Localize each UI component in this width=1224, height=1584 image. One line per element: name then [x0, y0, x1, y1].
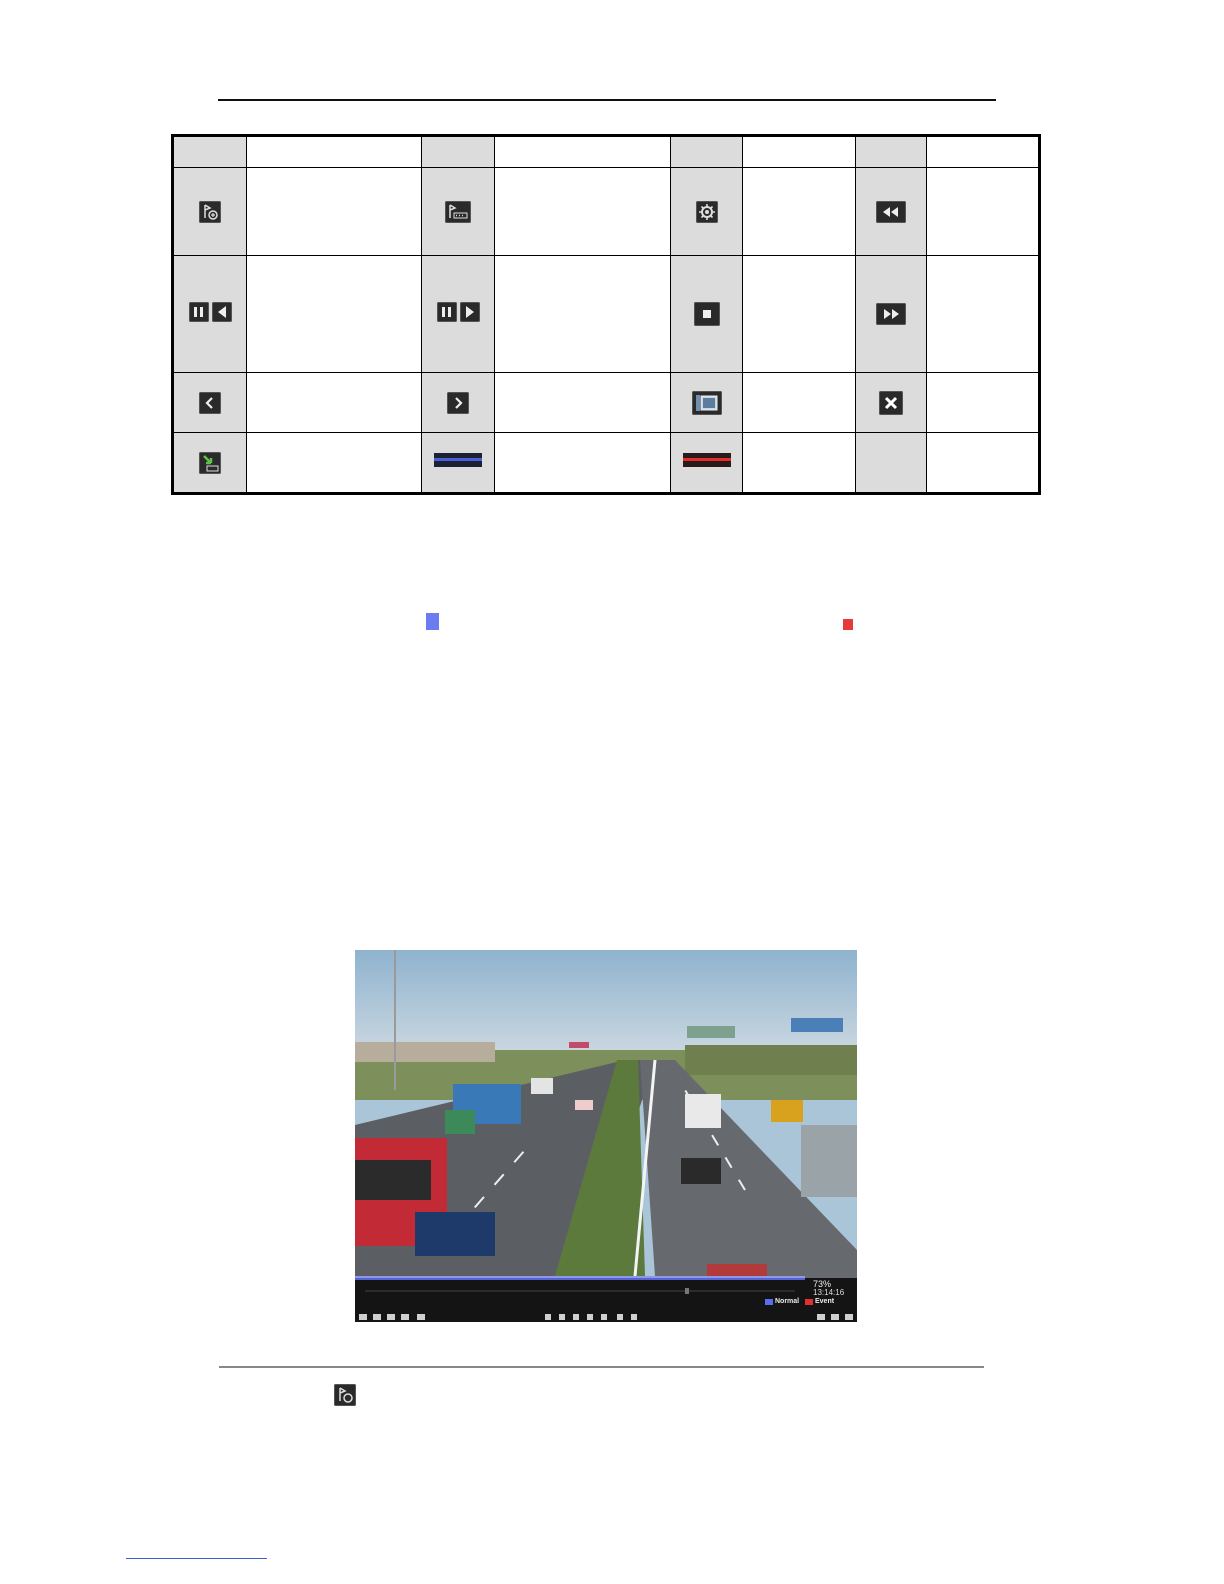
- playback-buttons-table: [171, 134, 1041, 495]
- icon-cell: [173, 256, 247, 373]
- pause-play-icon: [437, 302, 480, 322]
- header-cell: [422, 136, 495, 168]
- stop-icon: [694, 302, 720, 326]
- description-cell: [495, 433, 671, 494]
- legend-event-label: Event: [815, 1298, 835, 1305]
- description-cell: [743, 433, 856, 494]
- pause-reverse-icon: [189, 302, 232, 322]
- icon-cell: [422, 373, 495, 433]
- icon-cell: [671, 373, 743, 433]
- description-cell: [247, 168, 422, 256]
- description-cell: [247, 373, 422, 433]
- header-cell: [495, 136, 671, 168]
- rewind-icon: [876, 201, 906, 223]
- control-icons: [359, 1314, 853, 1320]
- header-cell: [247, 136, 422, 168]
- export-clip-icon: [199, 452, 221, 474]
- add-tag-icon: [334, 1384, 356, 1406]
- legend-normal-label: Normal: [775, 1298, 800, 1305]
- description-cell: [927, 256, 1040, 373]
- playback-time: 13:14:16: [813, 1288, 845, 1297]
- fast-forward-icon: [876, 303, 906, 325]
- normal-record-bar-icon: [434, 453, 482, 467]
- icon-cell: [856, 168, 927, 256]
- normal-color-swatch: [426, 613, 439, 630]
- icon-cell: [856, 433, 927, 494]
- table-header-row: [173, 136, 1040, 168]
- footer-link-underline[interactable]: [126, 1558, 267, 1559]
- header-cell: [927, 136, 1040, 168]
- description-cell: [743, 168, 856, 256]
- description-cell: [927, 168, 1040, 256]
- icon-cell: [422, 433, 495, 494]
- header-cell: [173, 136, 247, 168]
- description-cell: [927, 373, 1040, 433]
- description-cell: [927, 433, 1040, 494]
- header-cell: [856, 136, 927, 168]
- add-tag-icon: [199, 201, 221, 223]
- playback-control-bar: [355, 1276, 857, 1322]
- icon-cell: [671, 256, 743, 373]
- close-icon: [879, 391, 903, 415]
- thumbnail-view-icon: [692, 391, 722, 415]
- previous-icon: [199, 392, 221, 414]
- icon-cell: [856, 373, 927, 433]
- highway-camera-image: [355, 950, 857, 1276]
- event-color-swatch: [843, 619, 853, 630]
- header-rule: [218, 99, 996, 101]
- icon-cell: [671, 433, 743, 494]
- description-cell: [495, 373, 671, 433]
- playback-screenshot: [355, 950, 857, 1322]
- icon-cell: [173, 168, 247, 256]
- icon-cell: [856, 256, 927, 373]
- table-row: [173, 433, 1040, 494]
- table-row: [173, 256, 1040, 373]
- description-cell: [743, 256, 856, 373]
- footer-rule: [219, 1366, 984, 1368]
- description-cell: [743, 373, 856, 433]
- icon-cell: [422, 256, 495, 373]
- next-icon: [447, 392, 469, 414]
- header-cell: [671, 136, 743, 168]
- custom-tag-icon: [445, 201, 471, 223]
- icon-cell: [671, 168, 743, 256]
- description-cell: [495, 256, 671, 373]
- icon-cell: [173, 373, 247, 433]
- description-cell: [495, 168, 671, 256]
- table-row: [173, 373, 1040, 433]
- table-row: [173, 168, 1040, 256]
- progress-percent: 73%: [813, 1279, 832, 1289]
- icon-cell: [173, 433, 247, 494]
- header-cell: [743, 136, 856, 168]
- settings-gear-icon: [696, 201, 718, 223]
- event-record-bar-icon: [683, 453, 731, 467]
- description-cell: [247, 433, 422, 494]
- description-cell: [247, 256, 422, 373]
- icon-cell: [422, 168, 495, 256]
